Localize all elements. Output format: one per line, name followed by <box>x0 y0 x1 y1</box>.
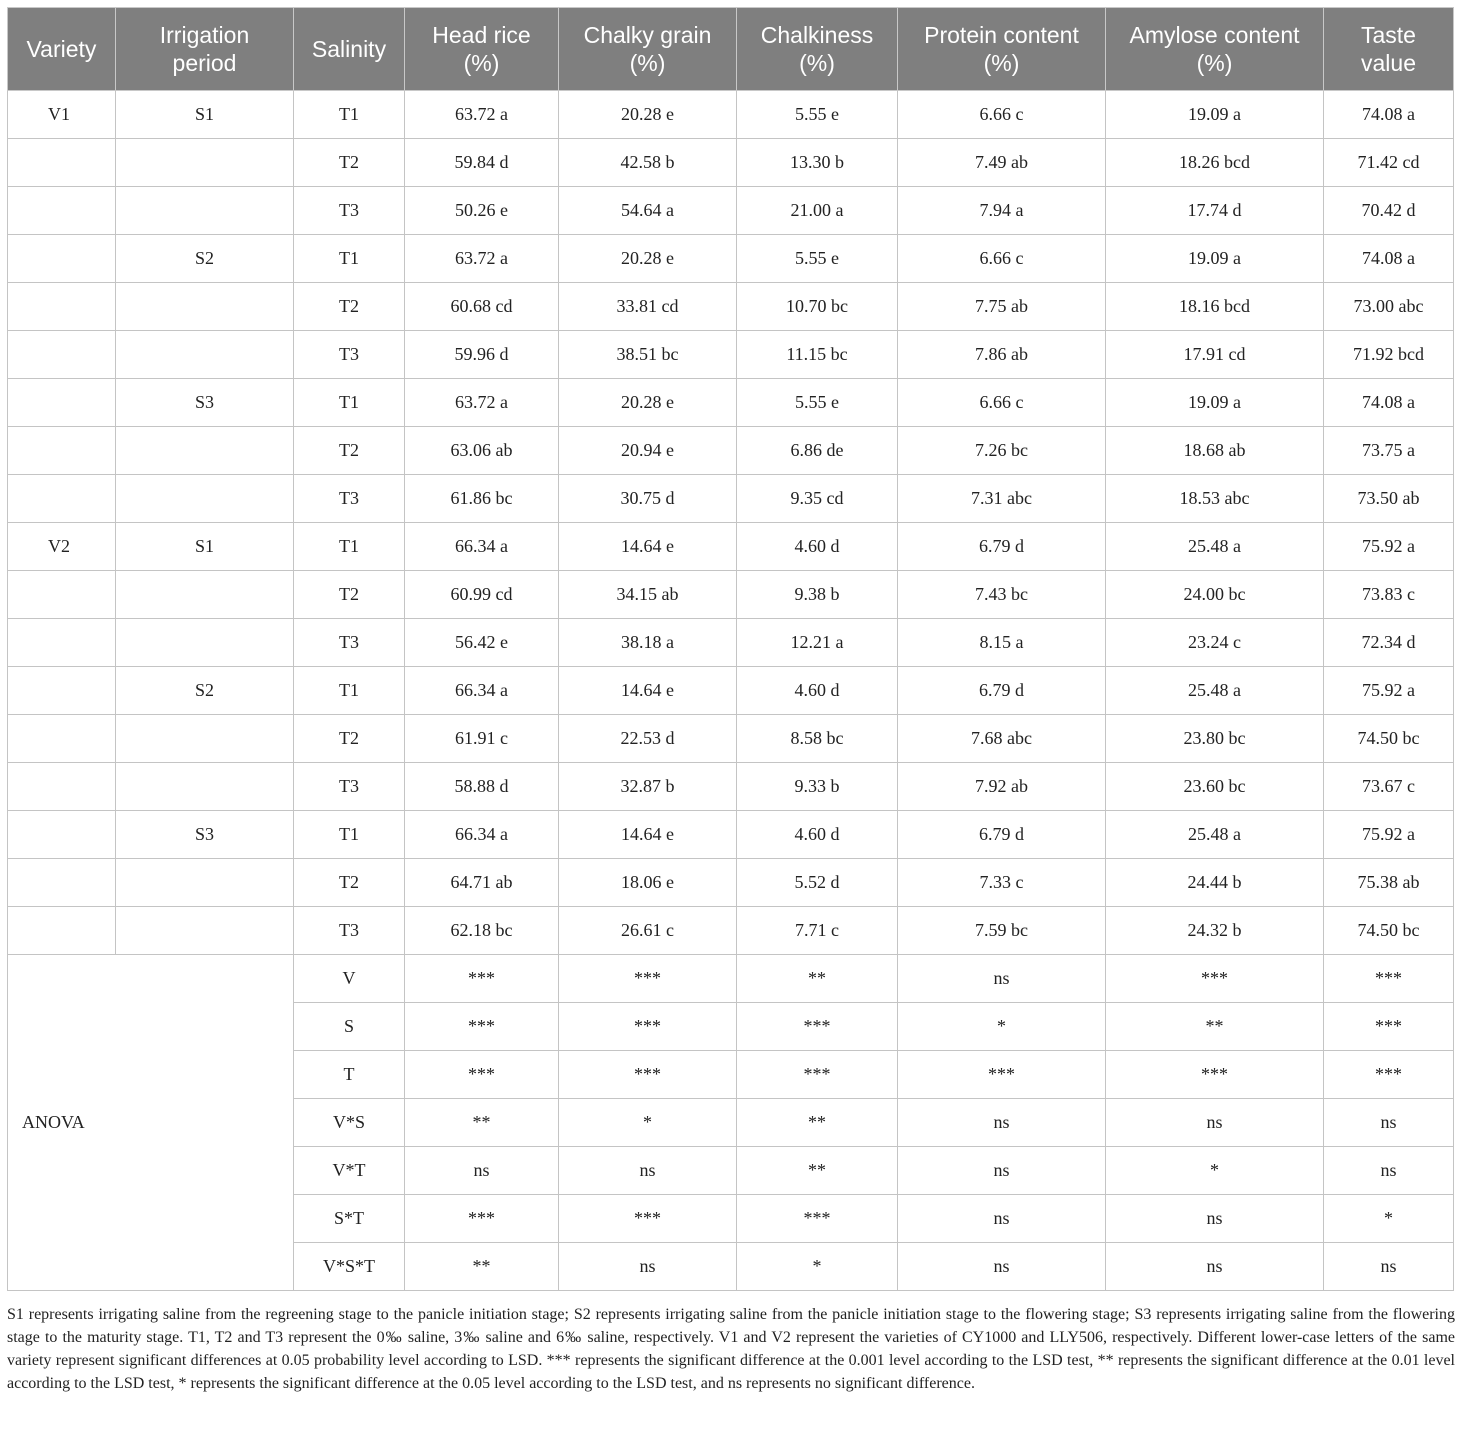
table-header-row <box>8 8 1454 91</box>
table-cell: 63.72 a <box>405 379 559 427</box>
table-cell: 12.21 a <box>737 619 898 667</box>
anova-cell: *** <box>898 1051 1106 1099</box>
table-cell: T2 <box>294 571 405 619</box>
anova-factor: S <box>294 1003 405 1051</box>
anova-factor: S*T <box>294 1195 405 1243</box>
table-cell: T3 <box>294 187 405 235</box>
table-row <box>8 139 1454 187</box>
table-cell <box>116 907 294 955</box>
anova-cell: ** <box>737 1099 898 1147</box>
anova-cell: *** <box>1106 1051 1324 1099</box>
table-cell <box>8 907 116 955</box>
table-cell <box>116 763 294 811</box>
table-cell <box>8 187 116 235</box>
anova-cell: *** <box>405 1051 559 1099</box>
table-cell: 25.48 a <box>1106 667 1324 715</box>
anova-factor: V*S*T <box>294 1243 405 1291</box>
table-cell: 20.28 e <box>559 235 737 283</box>
anova-cell: ns <box>1106 1099 1324 1147</box>
table-cell <box>116 475 294 523</box>
anova-cell: * <box>898 1003 1106 1051</box>
column-header-text: Chalkiness <box>760 22 874 48</box>
table-cell: 42.58 b <box>559 139 737 187</box>
table-cell: 30.75 d <box>559 475 737 523</box>
table-cell: 26.61 c <box>559 907 737 955</box>
column-header-text: Chalky grain <box>583 22 712 48</box>
column-header <box>294 8 405 91</box>
table-row <box>8 475 1454 523</box>
table-cell: 74.08 a <box>1324 235 1454 283</box>
table-cell: T2 <box>294 715 405 763</box>
anova-cell: ** <box>1106 1003 1324 1051</box>
table-cell: T2 <box>294 139 405 187</box>
anova-label: ANOVA <box>8 955 294 1291</box>
table-cell <box>8 667 116 715</box>
column-header-text: (%) <box>629 50 666 76</box>
anova-cell: ns <box>898 1147 1106 1195</box>
table-cell: 6.66 c <box>898 91 1106 139</box>
table-cell <box>8 571 116 619</box>
table-cell: 66.34 a <box>405 811 559 859</box>
table-row <box>8 283 1454 331</box>
table-cell: 25.48 a <box>1106 811 1324 859</box>
table-cell <box>8 763 116 811</box>
table-cell: T3 <box>294 763 405 811</box>
table-row <box>8 571 1454 619</box>
table-row <box>8 763 1454 811</box>
table-cell: 13.30 b <box>737 139 898 187</box>
anova-cell: ns <box>405 1147 559 1195</box>
table-cell: S2 <box>116 235 294 283</box>
column-header <box>1106 8 1324 91</box>
table-cell: T1 <box>294 235 405 283</box>
table-cell: V2 <box>8 523 116 571</box>
table-cell: 6.86 de <box>737 427 898 475</box>
table-cell <box>116 427 294 475</box>
table-cell: 7.33 c <box>898 859 1106 907</box>
column-header <box>898 8 1106 91</box>
column-header-text: value <box>1361 50 1416 76</box>
table-row <box>8 235 1454 283</box>
table-cell <box>8 619 116 667</box>
table-cell: 56.42 e <box>405 619 559 667</box>
anova-cell: *** <box>559 955 737 1003</box>
table-cell: 6.79 d <box>898 811 1106 859</box>
table-cell: 17.74 d <box>1106 187 1324 235</box>
data-table-container <box>7 7 1453 1291</box>
table-cell: S3 <box>116 379 294 427</box>
table-cell: 73.50 ab <box>1324 475 1454 523</box>
table-cell: 5.55 e <box>737 379 898 427</box>
table-cell: 7.71 c <box>737 907 898 955</box>
table-cell: 9.38 b <box>737 571 898 619</box>
table-cell: 6.66 c <box>898 235 1106 283</box>
table-cell: T1 <box>294 91 405 139</box>
column-header <box>559 8 737 91</box>
table-cell: T1 <box>294 667 405 715</box>
table-cell: 7.68 abc <box>898 715 1106 763</box>
table-cell <box>116 187 294 235</box>
table-cell: 75.92 a <box>1324 523 1454 571</box>
table-cell: T2 <box>294 859 405 907</box>
table-cell <box>116 715 294 763</box>
table-cell: 18.16 bcd <box>1106 283 1324 331</box>
column-header <box>116 8 294 91</box>
table-cell: 4.60 d <box>737 811 898 859</box>
table-cell: 7.75 ab <box>898 283 1106 331</box>
table-cell: S3 <box>116 811 294 859</box>
anova-cell: *** <box>737 1003 898 1051</box>
anova-cell: * <box>559 1099 737 1147</box>
column-header-text: Taste <box>1361 22 1416 48</box>
table-cell: T2 <box>294 283 405 331</box>
table-cell: 62.18 bc <box>405 907 559 955</box>
table-cell: 20.28 e <box>559 91 737 139</box>
table-cell: T1 <box>294 523 405 571</box>
anova-cell: ns <box>898 1195 1106 1243</box>
anova-cell: ** <box>737 955 898 1003</box>
table-cell: 54.64 a <box>559 187 737 235</box>
table-cell: 9.33 b <box>737 763 898 811</box>
table-cell: 19.09 a <box>1106 91 1324 139</box>
table-cell: 7.92 ab <box>898 763 1106 811</box>
table-cell: 7.94 a <box>898 187 1106 235</box>
anova-cell: *** <box>559 1051 737 1099</box>
table-cell <box>8 427 116 475</box>
anova-cell: ns <box>1106 1195 1324 1243</box>
table-cell: 22.53 d <box>559 715 737 763</box>
anova-cell: ns <box>1324 1147 1454 1195</box>
table-cell: 5.55 e <box>737 235 898 283</box>
table-cell: 9.35 cd <box>737 475 898 523</box>
anova-cell: *** <box>405 1003 559 1051</box>
anova-cell: *** <box>559 1003 737 1051</box>
table-cell: 19.09 a <box>1106 379 1324 427</box>
anova-cell: ns <box>1106 1243 1324 1291</box>
table-cell: 24.44 b <box>1106 859 1324 907</box>
table-cell: 7.26 bc <box>898 427 1106 475</box>
table-cell: 6.66 c <box>898 379 1106 427</box>
column-header-text: Irrigation <box>159 22 250 48</box>
anova-factor: V*T <box>294 1147 405 1195</box>
table-cell: 64.71 ab <box>405 859 559 907</box>
table-cell: 8.58 bc <box>737 715 898 763</box>
table-cell: 18.53 abc <box>1106 475 1324 523</box>
table-cell: 14.64 e <box>559 811 737 859</box>
table-cell: 59.84 d <box>405 139 559 187</box>
table-cell: 60.99 cd <box>405 571 559 619</box>
table-cell: 72.34 d <box>1324 619 1454 667</box>
table-cell <box>116 331 294 379</box>
table-cell: 66.34 a <box>405 523 559 571</box>
table-cell: S1 <box>116 523 294 571</box>
table-cell: 7.31 abc <box>898 475 1106 523</box>
table-row <box>8 859 1454 907</box>
column-header-text: (%) <box>463 50 500 76</box>
table-cell: 74.50 bc <box>1324 715 1454 763</box>
table-cell: 18.26 bcd <box>1106 139 1324 187</box>
column-header-text: Salinity <box>311 36 387 62</box>
anova-cell: *** <box>405 955 559 1003</box>
anova-cell: * <box>1106 1147 1324 1195</box>
rice-quality-table <box>7 7 1454 1291</box>
table-cell <box>8 331 116 379</box>
anova-cell: ns <box>898 1099 1106 1147</box>
table-cell: 14.64 e <box>559 523 737 571</box>
table-cell: 34.15 ab <box>559 571 737 619</box>
anova-cell: ** <box>737 1147 898 1195</box>
column-header <box>405 8 559 91</box>
table-cell: 71.42 cd <box>1324 139 1454 187</box>
table-row <box>8 667 1454 715</box>
table-cell: 75.38 ab <box>1324 859 1454 907</box>
table-cell: 5.55 e <box>737 91 898 139</box>
table-cell: S1 <box>116 91 294 139</box>
anova-cell: *** <box>1324 1051 1454 1099</box>
column-header <box>1324 8 1454 91</box>
anova-cell: *** <box>559 1195 737 1243</box>
table-cell: 7.43 bc <box>898 571 1106 619</box>
table-row <box>8 619 1454 667</box>
table-cell: 23.24 c <box>1106 619 1324 667</box>
anova-cell: *** <box>1324 1003 1454 1051</box>
column-header-text: Protein content <box>924 22 1079 48</box>
table-cell <box>116 619 294 667</box>
table-cell: T3 <box>294 331 405 379</box>
table-cell: 32.87 b <box>559 763 737 811</box>
table-cell <box>8 283 116 331</box>
anova-cell: *** <box>737 1195 898 1243</box>
table-cell: 20.94 e <box>559 427 737 475</box>
anova-factor: V*S <box>294 1099 405 1147</box>
column-header-text: Head rice <box>432 22 531 48</box>
table-cell: 24.00 bc <box>1106 571 1324 619</box>
table-cell <box>8 715 116 763</box>
table-cell: T3 <box>294 475 405 523</box>
column-header <box>737 8 898 91</box>
anova-cell: ns <box>898 955 1106 1003</box>
table-cell: 18.68 ab <box>1106 427 1324 475</box>
table-cell: 74.08 a <box>1324 379 1454 427</box>
column-header-text: (%) <box>1196 50 1233 76</box>
table-cell <box>8 859 116 907</box>
table-cell: S2 <box>116 667 294 715</box>
table-cell: 75.92 a <box>1324 811 1454 859</box>
table-cell <box>116 859 294 907</box>
anova-cell: * <box>737 1243 898 1291</box>
table-footnote: S1 represents irrigating saline from the regreening stage to the panicle initiation stage; S2 represents irrigating saline from the panicle initiation stage to the flowering stage; S3 represents irrigating saline from the flowering stage to the maturity stage. T1, T2 and T3 represent the 0‰ saline, 3‰ saline and 6‰ saline, respectively. V1 and V2 represent the varieties of CY1000 and LLY506, respectively. Different lower-case letters of the same variety represent significant differences at 0.05 probability level according to LSD. *** represents the significant difference at the 0.001 level according to the LSD test, ** represents the significant difference at the 0.01 level according to the LSD test, * represents the significant difference at the 0.05 level according to the LSD test, and ns represents no significant difference. <box>7 1306 1455 1392</box>
table-cell: 14.64 e <box>559 667 737 715</box>
table-cell <box>8 475 116 523</box>
table-row <box>8 523 1454 571</box>
anova-cell: ns <box>559 1147 737 1195</box>
table-cell: 18.06 e <box>559 859 737 907</box>
table-cell: 5.52 d <box>737 859 898 907</box>
column-header-text: Variety <box>26 36 97 62</box>
table-cell <box>116 283 294 331</box>
table-body <box>8 91 1454 1291</box>
table-cell <box>116 139 294 187</box>
anova-cell: ns <box>1324 1243 1454 1291</box>
table-cell: 75.92 a <box>1324 667 1454 715</box>
column-header-text: (%) <box>983 50 1020 76</box>
table-cell: 63.72 a <box>405 235 559 283</box>
table-cell: 17.91 cd <box>1106 331 1324 379</box>
anova-cell: ns <box>1324 1099 1454 1147</box>
table-cell <box>8 235 116 283</box>
table-cell: T2 <box>294 427 405 475</box>
table-cell: 8.15 a <box>898 619 1106 667</box>
table-cell: 25.48 a <box>1106 523 1324 571</box>
table-row <box>8 715 1454 763</box>
anova-cell: ns <box>559 1243 737 1291</box>
column-header-text: Amylose content <box>1129 22 1300 48</box>
table-cell: 7.86 ab <box>898 331 1106 379</box>
table-cell: 50.26 e <box>405 187 559 235</box>
table-cell: 63.72 a <box>405 91 559 139</box>
table-cell: 61.86 bc <box>405 475 559 523</box>
table-cell: 4.60 d <box>737 667 898 715</box>
table-cell: T3 <box>294 619 405 667</box>
table-cell: 19.09 a <box>1106 235 1324 283</box>
table-cell: 6.79 d <box>898 667 1106 715</box>
table-cell: 11.15 bc <box>737 331 898 379</box>
table-cell: 74.08 a <box>1324 91 1454 139</box>
anova-cell: ** <box>405 1099 559 1147</box>
table-row <box>8 187 1454 235</box>
anova-factor: T <box>294 1051 405 1099</box>
table-cell: 4.60 d <box>737 523 898 571</box>
column-header <box>8 8 116 91</box>
anova-cell: * <box>1324 1195 1454 1243</box>
table-cell <box>116 571 294 619</box>
table-cell: 60.68 cd <box>405 283 559 331</box>
table-cell <box>8 811 116 859</box>
table-cell: 73.83 c <box>1324 571 1454 619</box>
table-cell: 61.91 c <box>405 715 559 763</box>
table-cell: 66.34 a <box>405 667 559 715</box>
table-cell: 71.92 bcd <box>1324 331 1454 379</box>
table-cell: T3 <box>294 907 405 955</box>
anova-factor: V <box>294 955 405 1003</box>
table-row <box>8 907 1454 955</box>
table-cell: 74.50 bc <box>1324 907 1454 955</box>
table-cell: 73.75 a <box>1324 427 1454 475</box>
table-cell <box>8 379 116 427</box>
table-cell: 23.60 bc <box>1106 763 1324 811</box>
column-header-text: (%) <box>799 50 835 76</box>
table-cell: 73.00 abc <box>1324 283 1454 331</box>
anova-cell: *** <box>737 1051 898 1099</box>
anova-cell: *** <box>1106 955 1324 1003</box>
table-cell: 38.18 a <box>559 619 737 667</box>
anova-cell: *** <box>1324 955 1454 1003</box>
table-row <box>8 427 1454 475</box>
table-cell: 7.49 ab <box>898 139 1106 187</box>
table-cell: 63.06 ab <box>405 427 559 475</box>
table-row <box>8 811 1454 859</box>
table-cell: 33.81 cd <box>559 283 737 331</box>
column-header-text: period <box>172 50 237 76</box>
table-cell: 6.79 d <box>898 523 1106 571</box>
table-cell: 10.70 bc <box>737 283 898 331</box>
anova-cell: ** <box>405 1243 559 1291</box>
table-cell: T1 <box>294 379 405 427</box>
anova-cell: *** <box>405 1195 559 1243</box>
table-row <box>8 91 1454 139</box>
table-cell: 20.28 e <box>559 379 737 427</box>
table-cell: 7.59 bc <box>898 907 1106 955</box>
table-row <box>8 379 1454 427</box>
table-cell <box>8 139 116 187</box>
table-cell: T1 <box>294 811 405 859</box>
table-cell: 58.88 d <box>405 763 559 811</box>
table-cell: 23.80 bc <box>1106 715 1324 763</box>
table-cell: V1 <box>8 91 116 139</box>
table-cell: 24.32 b <box>1106 907 1324 955</box>
table-cell: 73.67 c <box>1324 763 1454 811</box>
table-row <box>8 331 1454 379</box>
table-cell: 59.96 d <box>405 331 559 379</box>
table-cell: 38.51 bc <box>559 331 737 379</box>
table-cell: 70.42 d <box>1324 187 1454 235</box>
anova-cell: ns <box>898 1243 1106 1291</box>
anova-row <box>8 955 1454 1003</box>
table-cell: 21.00 a <box>737 187 898 235</box>
